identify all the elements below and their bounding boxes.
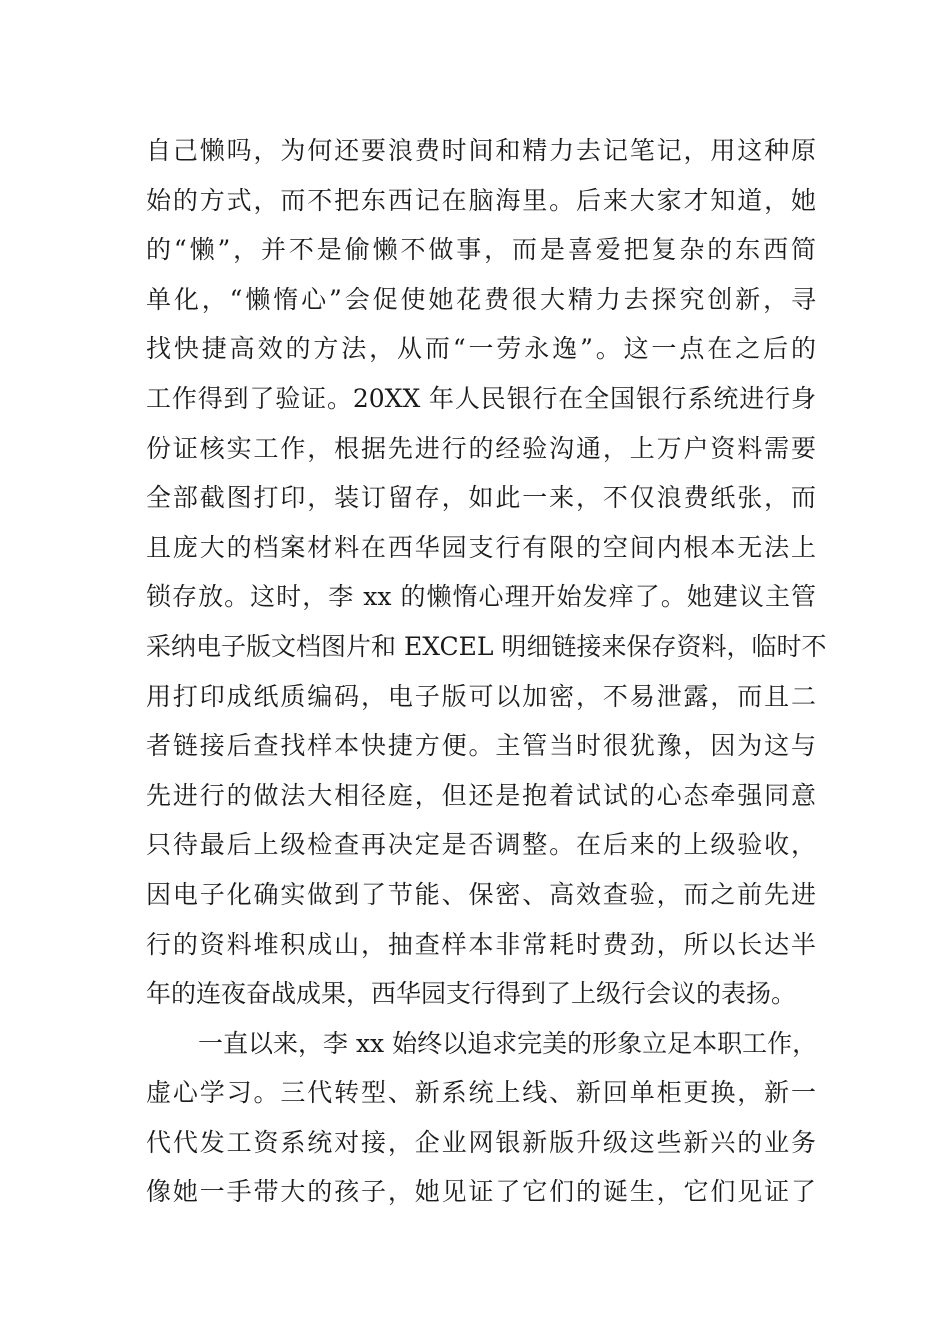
text-line: 一直以来，李 xx 始终以追求完美的形象立足本职工作， (198, 1028, 818, 1058)
text-line: 工作得到了验证。20XX 年人民银行在全国银行系统进行身 (146, 383, 816, 413)
text-line: 因电子化确实做到了节能、保密、高效查验，而之前先进 (146, 879, 816, 909)
text-line: 行的资料堆积成山，抽查样本非常耗时费劲，所以长达半 (146, 929, 816, 959)
text-line: 且庞大的档案材料在西华园支行有限的空间内根本无法上 (146, 532, 816, 562)
text-line: 用打印成纸质编码，电子版可以加密，不易泄露，而且二 (146, 681, 816, 711)
text-line: 虚心学习。三代转型、新系统上线、新回单柜更换，新一 (146, 1078, 816, 1108)
text-line: 份证核实工作，根据先进行的经验沟通，上万户资料需要 (146, 433, 816, 463)
text-line: 单化，“懒惰心”会促使她花费很大精力去探究创新，寻 (146, 284, 816, 314)
text-line: 的“懒”，并不是偷懒不做事，而是喜爱把复杂的东西简 (146, 235, 816, 265)
text-line: 先进行的做法大相径庭，但还是抱着试试的心态牵强同意 (146, 780, 816, 810)
text-line: 像她一手带大的孩子，她见证了它们的诞生，它们见证了 (146, 1177, 816, 1207)
text-line: 采纳电子版文档图片和 EXCEL 明细链接来保存资料，临时不 (146, 631, 827, 661)
text-line: 找快捷高效的方法，从而“一劳永逸”。这一点在之后的 (146, 334, 816, 364)
text-line: 年的连夜奋战成果，西华园支行得到了上级行会议的表扬。 (146, 979, 797, 1009)
text-line: 始的方式，而不把东西记在脑海里。后来大家才知道，她 (146, 185, 816, 215)
document-body (146, 126, 827, 1217)
text-line: 者链接后查找样本快捷方便。主管当时很犹豫，因为这与 (146, 731, 816, 761)
text-line: 只待最后上级检查再决定是否调整。在后来的上级验收， (146, 830, 816, 860)
paragraph-2 (146, 1019, 816, 1217)
text-line: 自己懒吗，为何还要浪费时间和精力去记笔记，用这种原 (146, 136, 816, 165)
text-line: 锁存放。这时，李 xx 的懒惰心理开始发痒了。她建议主管 (146, 582, 816, 612)
text-line: 全部截图打印，装订留存，如此一来，不仅浪费纸张，而 (146, 483, 816, 513)
paragraph-1 (146, 126, 827, 1019)
text-line: 代代发工资系统对接，企业网银新版升级这些新兴的业务 (146, 1127, 816, 1157)
